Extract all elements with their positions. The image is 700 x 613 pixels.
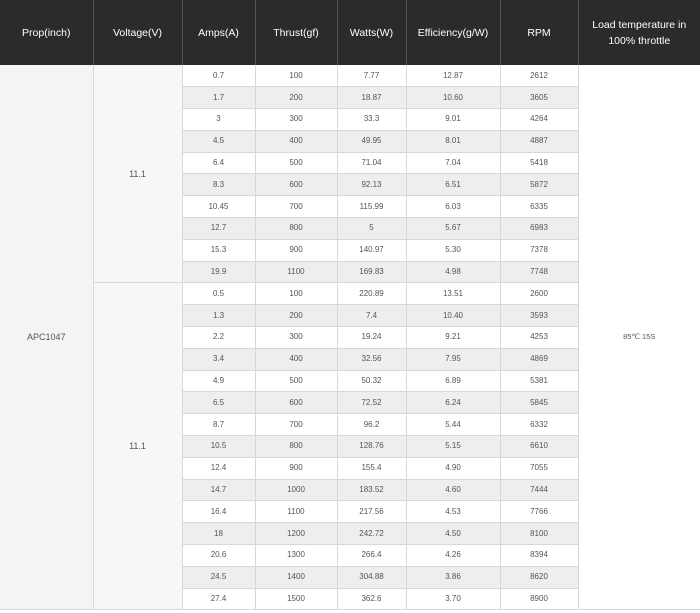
amps-cell: 18 xyxy=(182,523,255,545)
amps-cell: 3 xyxy=(182,109,255,131)
amps-cell: 8.7 xyxy=(182,414,255,436)
rpm-cell: 3605 xyxy=(500,87,578,109)
watts-cell: 19.24 xyxy=(337,327,406,349)
watts-cell: 183.52 xyxy=(337,479,406,501)
watts-cell: 362.6 xyxy=(337,588,406,610)
rpm-cell: 7748 xyxy=(500,261,578,283)
watts-cell: 266.4 xyxy=(337,545,406,567)
rpm-cell: 6983 xyxy=(500,218,578,240)
efficiency-cell: 10.60 xyxy=(406,87,500,109)
efficiency-cell: 4.26 xyxy=(406,545,500,567)
rpm-cell: 4869 xyxy=(500,348,578,370)
amps-cell: 6.4 xyxy=(182,152,255,174)
thrust-cell: 300 xyxy=(255,109,337,131)
rpm-cell: 2612 xyxy=(500,65,578,87)
efficiency-cell: 4.90 xyxy=(406,457,500,479)
voltage-cell: 11.1 xyxy=(93,283,182,610)
rpm-cell: 2600 xyxy=(500,283,578,305)
amps-cell: 19.9 xyxy=(182,261,255,283)
efficiency-cell: 4.50 xyxy=(406,523,500,545)
efficiency-cell: 5.15 xyxy=(406,436,500,458)
watts-cell: 242.72 xyxy=(337,523,406,545)
thrust-cell: 200 xyxy=(255,87,337,109)
amps-cell: 15.3 xyxy=(182,239,255,261)
efficiency-cell: 9.21 xyxy=(406,327,500,349)
rpm-cell: 6610 xyxy=(500,436,578,458)
thrust-cell: 600 xyxy=(255,174,337,196)
watts-cell: 5 xyxy=(337,218,406,240)
watts-cell: 155.4 xyxy=(337,457,406,479)
header-amps: Amps(A) xyxy=(182,0,255,65)
temperature-cell: 85℃ 15S xyxy=(578,65,700,610)
rpm-cell: 6335 xyxy=(500,196,578,218)
amps-cell: 4.5 xyxy=(182,130,255,152)
watts-cell: 18.87 xyxy=(337,87,406,109)
efficiency-cell: 4.53 xyxy=(406,501,500,523)
rpm-cell: 7766 xyxy=(500,501,578,523)
thrust-cell: 400 xyxy=(255,130,337,152)
thrust-cell: 900 xyxy=(255,457,337,479)
watts-cell: 220.89 xyxy=(337,283,406,305)
thrust-cell: 400 xyxy=(255,348,337,370)
efficiency-cell: 7.95 xyxy=(406,348,500,370)
watts-cell: 140.97 xyxy=(337,239,406,261)
amps-cell: 0.5 xyxy=(182,283,255,305)
prop-cell: APC1047 xyxy=(0,65,93,610)
rpm-cell: 3593 xyxy=(500,305,578,327)
amps-cell: 1.7 xyxy=(182,87,255,109)
header-prop: Prop(inch) xyxy=(0,0,93,65)
efficiency-cell: 5.67 xyxy=(406,218,500,240)
header-watts: Watts(W) xyxy=(337,0,406,65)
rpm-cell: 7444 xyxy=(500,479,578,501)
watts-cell: 217.56 xyxy=(337,501,406,523)
header-row xyxy=(0,0,700,65)
watts-cell: 49.95 xyxy=(337,130,406,152)
rpm-cell: 5381 xyxy=(500,370,578,392)
efficiency-cell: 6.03 xyxy=(406,196,500,218)
header-load-temperature: Load temperature in 100% throttle xyxy=(578,0,700,65)
thrust-cell: 100 xyxy=(255,283,337,305)
thrust-cell: 1000 xyxy=(255,479,337,501)
efficiency-cell: 4.98 xyxy=(406,261,500,283)
amps-cell: 10.5 xyxy=(182,436,255,458)
thrust-cell: 800 xyxy=(255,436,337,458)
voltage-cell: 11.1 xyxy=(93,65,182,283)
thrust-cell: 900 xyxy=(255,239,337,261)
watts-cell: 7.4 xyxy=(337,305,406,327)
watts-cell: 92.13 xyxy=(337,174,406,196)
efficiency-cell: 5.30 xyxy=(406,239,500,261)
thrust-cell: 1200 xyxy=(255,523,337,545)
header-thrust: Thrust(gf) xyxy=(255,0,337,65)
thrust-cell: 600 xyxy=(255,392,337,414)
watts-cell: 7.77 xyxy=(337,65,406,87)
thrust-cell: 700 xyxy=(255,196,337,218)
rpm-cell: 5845 xyxy=(500,392,578,414)
rpm-cell: 4253 xyxy=(500,327,578,349)
watts-cell: 169.83 xyxy=(337,261,406,283)
amps-cell: 14.7 xyxy=(182,479,255,501)
thrust-cell: 300 xyxy=(255,327,337,349)
watts-cell: 32.56 xyxy=(337,348,406,370)
thrust-cell: 1100 xyxy=(255,261,337,283)
amps-cell: 4.9 xyxy=(182,370,255,392)
efficiency-cell: 12.87 xyxy=(406,65,500,87)
thrust-cell: 100 xyxy=(255,65,337,87)
efficiency-cell: 7.04 xyxy=(406,152,500,174)
watts-cell: 96.2 xyxy=(337,414,406,436)
amps-cell: 3.4 xyxy=(182,348,255,370)
watts-cell: 128.76 xyxy=(337,436,406,458)
amps-cell: 27.4 xyxy=(182,588,255,610)
efficiency-cell: 10.40 xyxy=(406,305,500,327)
watts-cell: 115.99 xyxy=(337,196,406,218)
amps-cell: 24.5 xyxy=(182,566,255,588)
amps-cell: 6.5 xyxy=(182,392,255,414)
table-body xyxy=(0,65,700,610)
header-rpm: RPM xyxy=(500,0,578,65)
watts-cell: 71.04 xyxy=(337,152,406,174)
efficiency-cell: 3.70 xyxy=(406,588,500,610)
amps-cell: 12.7 xyxy=(182,218,255,240)
amps-cell: 8.3 xyxy=(182,174,255,196)
thrust-cell: 800 xyxy=(255,218,337,240)
rpm-cell: 5872 xyxy=(500,174,578,196)
rpm-cell: 6332 xyxy=(500,414,578,436)
amps-cell: 10.45 xyxy=(182,196,255,218)
efficiency-cell: 9.01 xyxy=(406,109,500,131)
efficiency-cell: 3.86 xyxy=(406,566,500,588)
amps-cell: 1.3 xyxy=(182,305,255,327)
watts-cell: 304.88 xyxy=(337,566,406,588)
rpm-cell: 8620 xyxy=(500,566,578,588)
watts-cell: 33.3 xyxy=(337,109,406,131)
thrust-cell: 500 xyxy=(255,370,337,392)
amps-cell: 16.4 xyxy=(182,501,255,523)
thrust-cell: 1300 xyxy=(255,545,337,567)
efficiency-cell: 8.01 xyxy=(406,130,500,152)
rpm-cell: 4887 xyxy=(500,130,578,152)
rpm-cell: 8100 xyxy=(500,523,578,545)
efficiency-cell: 13.51 xyxy=(406,283,500,305)
thrust-cell: 1100 xyxy=(255,501,337,523)
rpm-cell: 8394 xyxy=(500,545,578,567)
watts-cell: 50.32 xyxy=(337,370,406,392)
thrust-cell: 700 xyxy=(255,414,337,436)
thrust-cell: 1500 xyxy=(255,588,337,610)
header-voltage: Voltage(V) xyxy=(93,0,182,65)
amps-cell: 12.4 xyxy=(182,457,255,479)
rpm-cell: 7378 xyxy=(500,239,578,261)
amps-cell: 0.7 xyxy=(182,65,255,87)
efficiency-cell: 4.60 xyxy=(406,479,500,501)
thrust-cell: 200 xyxy=(255,305,337,327)
thrust-cell: 1400 xyxy=(255,566,337,588)
header-efficiency: Efficiency(g/W) xyxy=(406,0,500,65)
rpm-cell: 4264 xyxy=(500,109,578,131)
watts-cell: 72.52 xyxy=(337,392,406,414)
efficiency-cell: 5.44 xyxy=(406,414,500,436)
rpm-cell: 7055 xyxy=(500,457,578,479)
amps-cell: 2.2 xyxy=(182,327,255,349)
thrust-cell: 500 xyxy=(255,152,337,174)
table-row xyxy=(0,65,700,87)
rpm-cell: 5418 xyxy=(500,152,578,174)
efficiency-cell: 6.89 xyxy=(406,370,500,392)
efficiency-cell: 6.24 xyxy=(406,392,500,414)
amps-cell: 20.6 xyxy=(182,545,255,567)
rpm-cell: 8900 xyxy=(500,588,578,610)
efficiency-cell: 6.51 xyxy=(406,174,500,196)
